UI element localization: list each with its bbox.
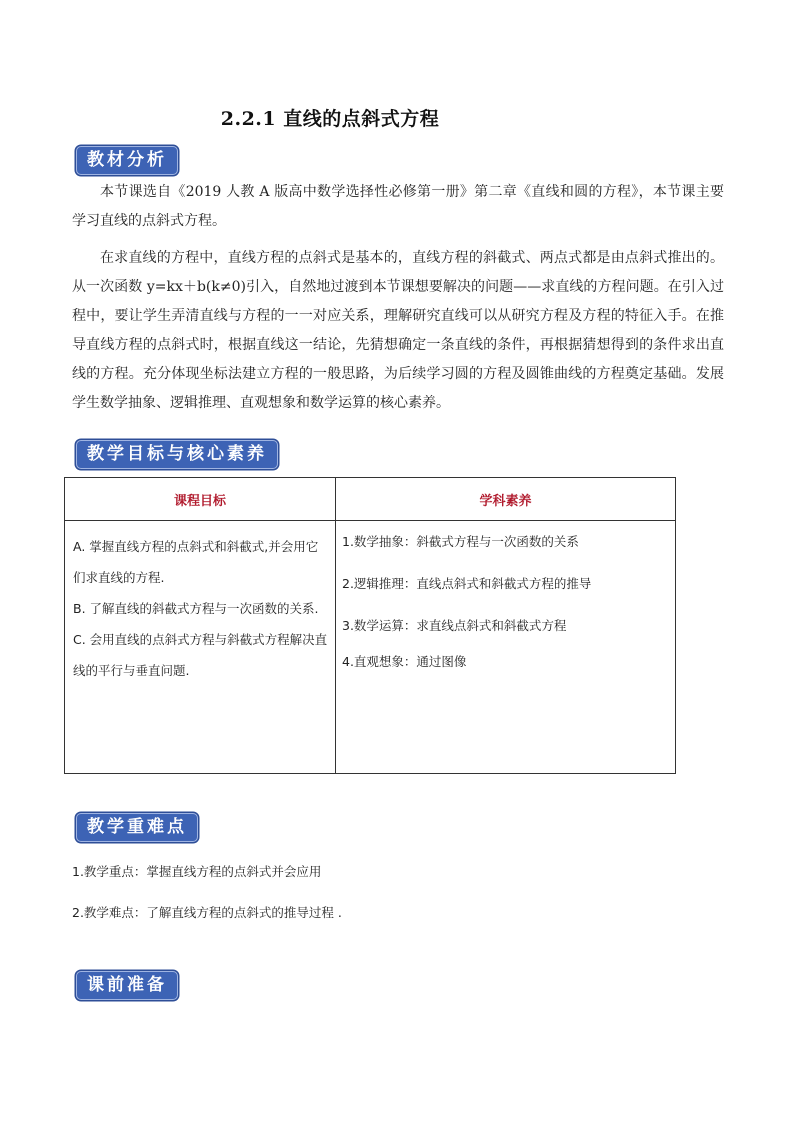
analysis-paragraph-1: 本节课选自《2019 人教 A 版高中数学选择性必修第一册》第二章《直线和圆的方程》，本节课主要学习直线的点斜式方程。 <box>72 184 724 229</box>
header-course-goals: 课程目标 <box>65 478 336 521</box>
header-subject-literacy: 学科素养 <box>336 478 676 521</box>
section-heading-goals: 教学目标与核心素养 <box>76 440 278 469</box>
goal-item: C. 会用直线的点斜式方程与斜截式方程解决直线的平行与垂直问题. <box>73 632 328 678</box>
goals-table-header-row <box>65 478 676 521</box>
goals-table <box>64 477 676 774</box>
literacy-item: 1.数学抽象：斜截式方程与一次函数的关系 <box>342 534 579 549</box>
goal-item: B. 了解直线的斜截式方程与一次函数的关系. <box>73 601 319 616</box>
literacy-item: 3.数学运算：求直线点斜式和斜截式方程 <box>342 618 567 633</box>
page-title: 2.2.1 直线的点斜式方程 <box>220 108 440 130</box>
course-goals-cell <box>65 521 336 774</box>
analysis-paragraph-2: 在求直线的方程中，直线方程的点斜式是基本的，直线方程的斜截式、两点式都是由点斜式推出的。从一次函数 y=kx＋b(k≠0)引入，自然地过渡到本节课想要解决的问题——求直线的方程问题。在引入过程中，要让学生弄清直线与方程的一一对应关系，理解研究直线可以从研究方程及方程的特征入手。在推导直线方程的点斜式时，根据直线这一结论，先猜想确定一条直线的条件，再根据猜想得到的条件求出直线的方程。充分体现坐标法建立方程的一般思路，为后续学习圆的方程及圆锥曲线的方程奠定基础。发展学生数学抽象、逻辑推理、直观想象和数学运算的核心素养。 <box>72 250 724 411</box>
goals-table-body-row <box>65 521 676 774</box>
key-point-focus: 1.教学重点：掌握直线方程的点斜式并会应用 <box>72 864 322 879</box>
section-heading-analysis: 教材分析 <box>76 146 178 175</box>
subject-literacy-cell <box>336 521 676 774</box>
literacy-item: 4.直观想象：通过图像 <box>342 654 467 669</box>
section-heading-key-points: 教学重难点 <box>76 813 198 842</box>
key-point-difficulty: 2.教学难点：了解直线方程的点斜式的推导过程 . <box>72 905 342 920</box>
literacy-item: 2.逻辑推理：直线点斜式和斜截式方程的推导 <box>342 576 592 591</box>
goal-item: A. 掌握直线方程的点斜式和斜截式,并会用它们求直线的方程. <box>73 539 319 585</box>
section-heading-prep: 课前准备 <box>76 971 178 1000</box>
